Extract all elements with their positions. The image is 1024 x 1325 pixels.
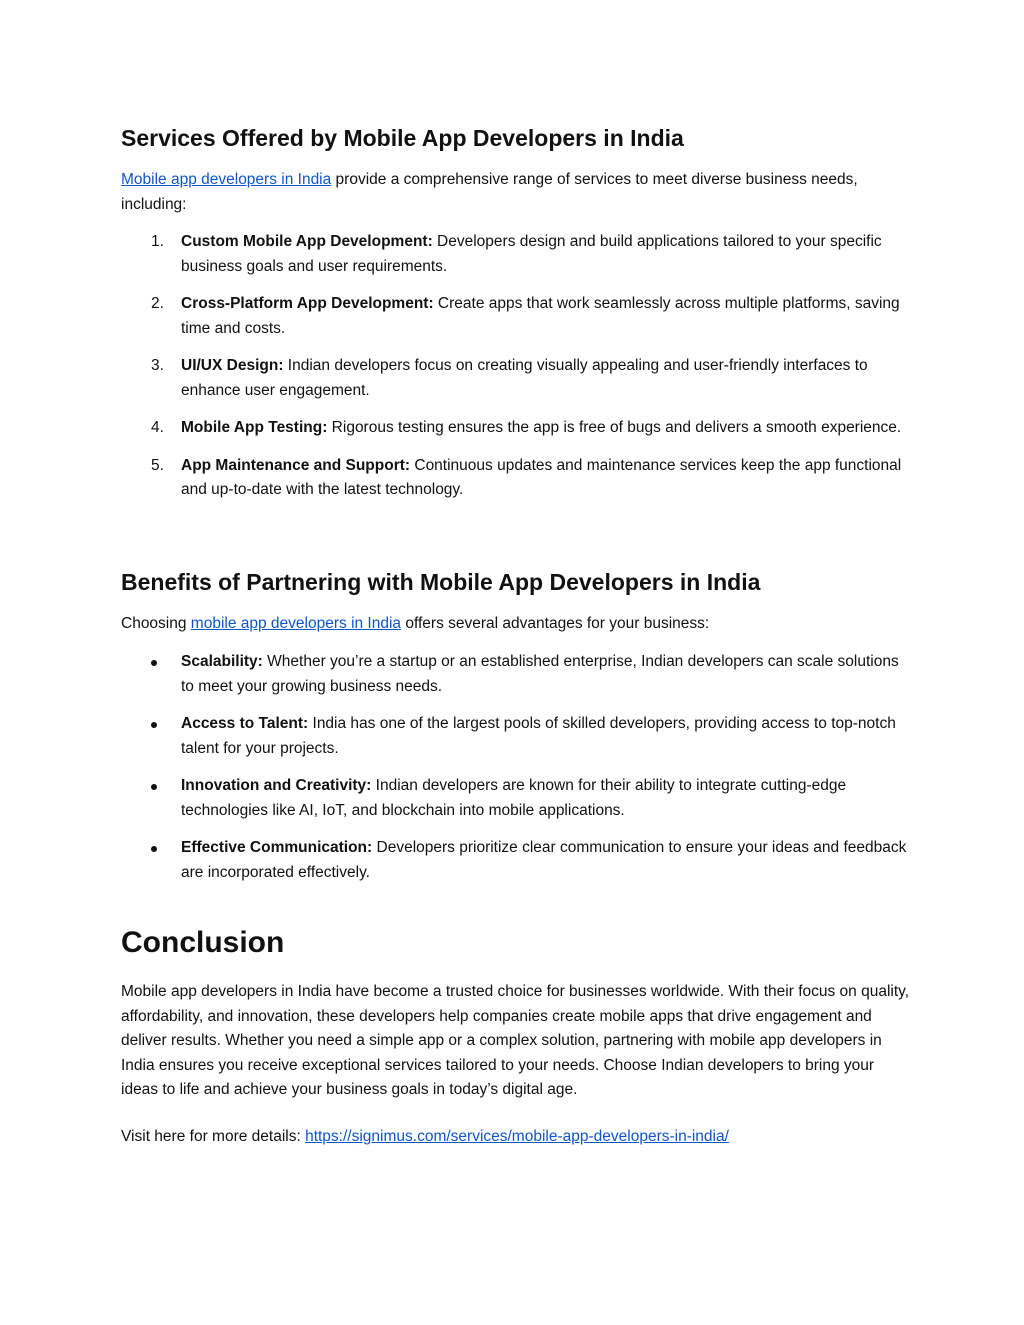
- item-text: Indian developers focus on creating visually appealing and user-friendly interfaces to enhance user engagement.: [181, 357, 868, 399]
- list-item: [121, 292, 911, 341]
- list-number: 5.: [151, 456, 164, 474]
- item-title: UI/UX Design:: [181, 357, 284, 374]
- bullet-icon: [151, 722, 157, 728]
- item-text: Developers design and build applications tailored to your specific business goals and user requirements.: [181, 233, 882, 275]
- item-text: Developers prioritize clear communication to ensure your ideas and feedback are incorporated effectively.: [181, 839, 907, 881]
- services-heading: Services Offered by Mobile App Developers in India: [121, 125, 684, 151]
- item-text: Continuous updates and maintenance services keep the app functional and up-to-date with the latest technology.: [181, 456, 902, 498]
- list-number: 2.: [151, 295, 164, 312]
- list-item: [121, 454, 911, 503]
- services-intro: [121, 168, 911, 217]
- item-text: Indian developers are known for their ability to integrate cutting-edge technologies like AI, IoT, and blockchain into mobile applications.: [181, 777, 847, 819]
- item-text: Create apps that work seamlessly across multiple platforms, saving time and costs.: [181, 295, 900, 337]
- benefits-list: [121, 650, 911, 885]
- item-title: Cross-Platform App Development:: [181, 295, 434, 312]
- list-item: [121, 650, 911, 699]
- list-item: [121, 416, 911, 441]
- list-number: 4.: [151, 419, 164, 436]
- list-item: [121, 836, 911, 885]
- bullet-icon: [151, 784, 157, 790]
- item-text: India has one of the largest pools of skilled developers, providing access to top-notch talent for your projects.: [181, 715, 896, 757]
- list-item: [121, 774, 911, 823]
- item-title: Innovation and Creativity:: [181, 777, 372, 794]
- benefits-intro: [121, 612, 911, 637]
- conclusion-heading: Conclusion: [121, 926, 285, 959]
- item-title: Effective Communication:: [181, 839, 373, 856]
- conclusion-body: Mobile app developers in India have become a trusted choice for businesses worldwide. With their focus on quality, affordability, and innovation, these developers help companies create mobile apps that drive engagement and deliver results. Whether you need a simple app or a complex solution, partnering with mobile app developers in India ensures you receive exceptional services tailored to your needs. Choose Indian developers to bring your ideas to life and achieve your business goals in today’s digital age.: [121, 983, 910, 1098]
- visit-line: [121, 1125, 911, 1150]
- item-text: Whether you’re a startup or an established enterprise, Indian developers can scale solutions to meet your growing business needs.: [181, 653, 899, 695]
- bullet-icon: [151, 660, 157, 666]
- benefits-intro-after: offers several advantages for your business:: [401, 615, 710, 632]
- item-title: App Maintenance and Support:: [181, 456, 411, 474]
- list-item: [121, 712, 911, 761]
- benefits-intro-before: Choosing: [121, 615, 191, 632]
- bullet-icon: [151, 846, 157, 852]
- item-title: Mobile App Testing:: [181, 419, 328, 436]
- item-title: Custom Mobile App Development:: [181, 233, 433, 250]
- item-title: Scalability:: [181, 653, 263, 670]
- benefits-intro-link[interactable]: mobile app developers in India: [190, 615, 402, 632]
- list-item: [121, 230, 911, 279]
- item-text: Rigorous testing ensures the app is free of bugs and delivers a smooth experience.: [327, 419, 902, 436]
- visit-label: Visit here for more details:: [121, 1128, 306, 1145]
- services-intro-link[interactable]: Mobile app developers in India: [121, 171, 332, 188]
- list-number: 1.: [151, 233, 164, 250]
- visit-link[interactable]: https://signimus.com/services/mobile-app-developers-in-india/: [305, 1128, 729, 1145]
- benefits-heading: Benefits of Partnering with Mobile App Developers in India: [121, 569, 761, 595]
- services-list: [121, 230, 911, 503]
- item-title: Access to Talent:: [181, 715, 309, 732]
- list-item: [121, 354, 911, 403]
- services-intro-text: provide a comprehensive range of services to meet diverse business needs, including:: [121, 171, 858, 213]
- list-number: 3.: [151, 357, 164, 374]
